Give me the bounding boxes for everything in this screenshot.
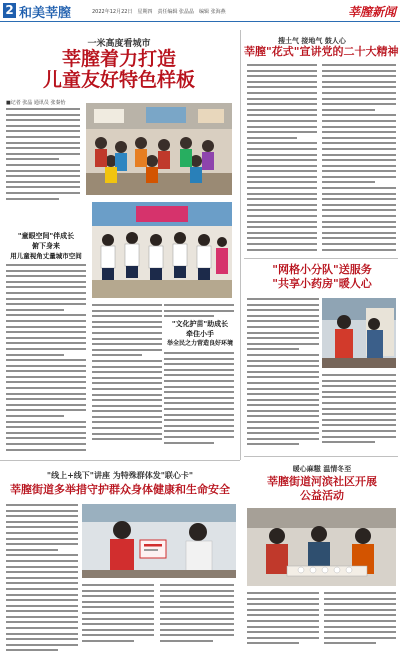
- story1-headline-line1: 莘膣着力打造: [61, 48, 176, 70]
- story1-kicker: 一米高度看城市: [87, 39, 151, 49]
- story2-headline: 莘膣"花式"宣讲党的二十大精神: [244, 45, 399, 58]
- story2-body-text-a: [247, 64, 317, 254]
- story2-bottom-rule: [244, 258, 398, 259]
- story1-subhead-1-line3: 用儿童视角丈量城市空间: [10, 252, 82, 260]
- story3-bottom-rule: [244, 456, 398, 457]
- story1-byline: ■记者 张晶 通讯员 张秦怡: [6, 100, 66, 106]
- story3-headline-line2: "共享小药房"暖人心: [272, 277, 372, 290]
- story1-body-text-b: [6, 264, 86, 454]
- story1-body-text-e: [164, 352, 234, 454]
- story4-body-text-a: [6, 504, 78, 652]
- story2-kicker: 搜土气 接地气 鼓人心: [278, 36, 346, 45]
- story5-body-text-b: [324, 592, 396, 652]
- pharmacy-visit-photo: [322, 298, 396, 368]
- health-card-photo: [82, 504, 236, 578]
- story4-kicker: "线上+线下"讲座 为特殊群体发"联心卡": [46, 470, 194, 480]
- column-divider: [240, 30, 241, 460]
- story5-headline-line2: 公益活动: [300, 489, 344, 502]
- story1-body-text-a: [6, 108, 80, 200]
- story4-body-text-c: [160, 584, 234, 652]
- story1-bottom-rule: [0, 460, 240, 461]
- story5-headline-line1: 莘膣街道河滨社区开展: [267, 475, 377, 488]
- story1-body-text-d: [164, 304, 234, 318]
- story1-subhead-2-line2: 牵住小手: [186, 330, 214, 338]
- story1-subhead-1-line2: 俯下身来: [32, 242, 60, 250]
- story1-headline-line2: 儿童友好特色样板: [42, 69, 195, 91]
- page-header: [0, 0, 400, 22]
- story3-body-text-a: [247, 298, 319, 448]
- story5-body-text-a: [247, 592, 319, 652]
- issue-meta: 2022年12月22日 星期四 责任编辑 张晶晶 编辑 张海燕: [92, 9, 226, 15]
- children-classroom-photo: [86, 103, 232, 195]
- masthead-logo: 莘膣新闻: [347, 5, 396, 19]
- story4-headline: 莘膣街道多举措守护群众身体健康和生命安全: [10, 483, 230, 496]
- story1-body-text-c: [92, 304, 162, 454]
- story1-subhead-2-line3: 举全民之力营造良好环境: [166, 340, 233, 347]
- story3-body-text-b: [322, 374, 396, 450]
- page-number: 2: [3, 3, 16, 18]
- children-dancing-photo: [92, 202, 232, 298]
- winter-solstice-photo: [247, 508, 396, 586]
- story3-headline-line1: "网格小分队"送服务: [272, 263, 372, 276]
- section-title: 和美莘膣: [19, 6, 72, 21]
- story2-body-text-b: [322, 64, 396, 254]
- story4-body-text-b: [82, 584, 154, 652]
- story1-subhead-1-line1: "童眼空间"伴成长: [17, 232, 75, 240]
- story5-kicker: 暖心麻糍 温情冬至: [292, 464, 352, 473]
- story1-subhead-2-line1: "文化护苗"助成长: [171, 320, 229, 328]
